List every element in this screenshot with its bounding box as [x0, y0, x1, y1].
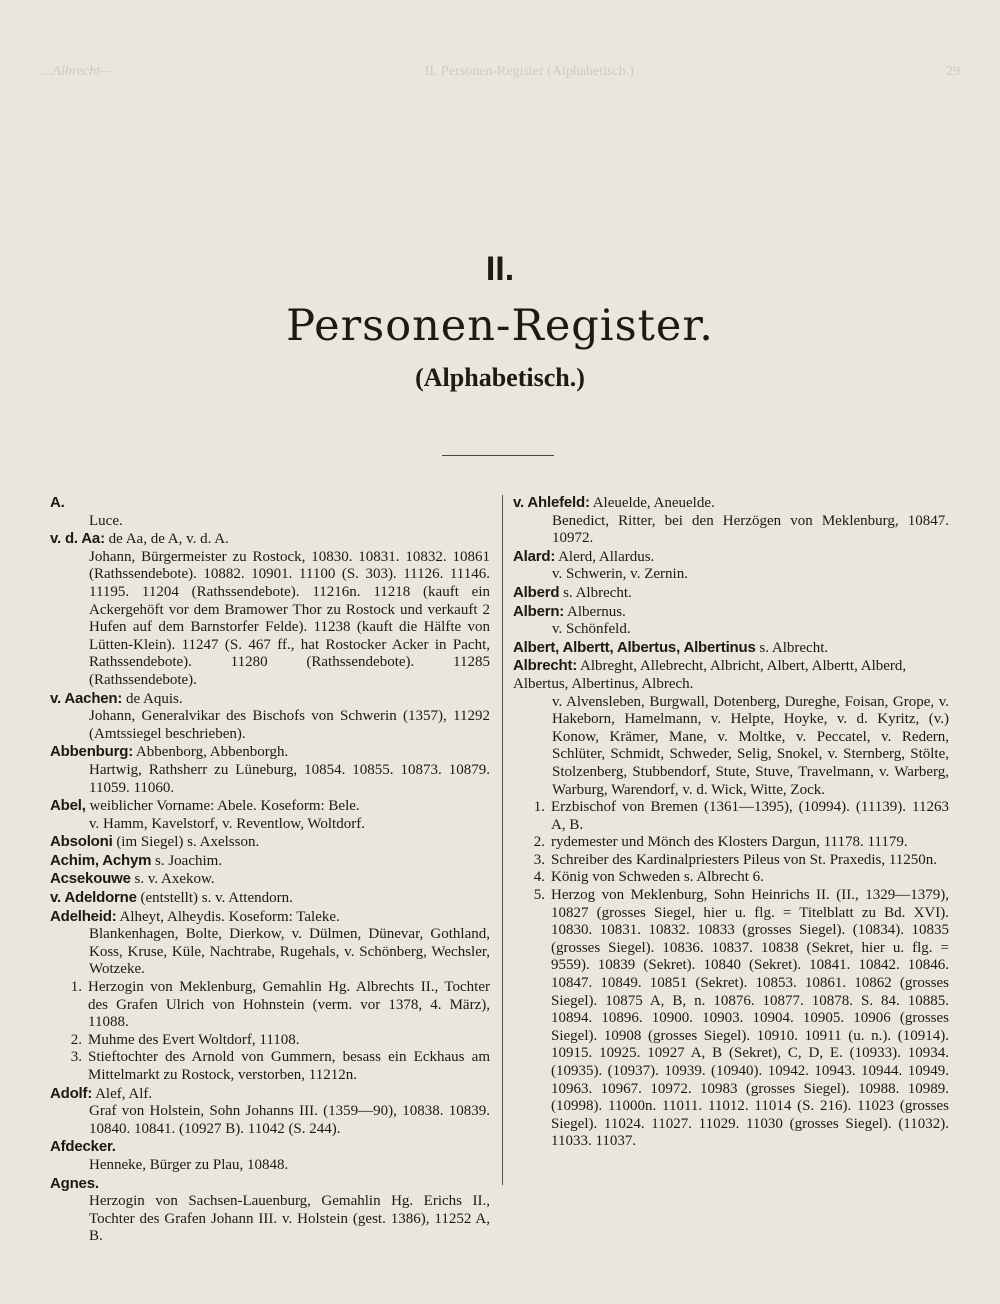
subentry-number: 3. — [533, 851, 545, 868]
numbered-subentry — [50, 1032, 490, 1050]
register-entry — [513, 603, 949, 639]
entry-head: Agnes. — [50, 1174, 99, 1192]
entry-headline — [50, 908, 490, 927]
entry-head: Alard: — [513, 547, 556, 565]
numbered-subentry — [50, 979, 490, 1032]
register-entry — [513, 548, 949, 584]
entry-subline: Johann, Bürgermeister zu Rostock, 10830. 10831. 10832. 10861 (Rathssendebote). 10882. 10901. 11100 (S. 303). 11126. 11146. 11195. 11204 (Rathssendebote). 11216n. 11218 (kauft ein Ackergehöft vor dem Bramower Thor zu Rostock und verkauft 2 Hufen auf dem Barnstorfer Felde). 11238 (kauft die Hälfte von Lütten-Klein). 11247 (S. 467 ff., hat Rostocker Acker in Pacht, Rathssendebote). 11280 (Rathssendebote). 11285 (Rathssendebote). — [89, 548, 490, 688]
entry-head: A. — [50, 494, 65, 511]
register-entry — [513, 584, 949, 603]
entry-variants: de Aquis. — [125, 690, 183, 707]
entry-head: Adolf: — [50, 1084, 93, 1102]
subentry-text: Erzbischof von Bremen (1361—1395), (10994). (11139). 11263 A, B. — [551, 799, 949, 833]
entry-headline — [513, 494, 949, 513]
entry-headline — [50, 530, 490, 549]
entry-subline: Graf von Holstein, Sohn Johanns III. (1359—90), 10838. 10839. 10840. 10841. (10927 B). 11042 (S. 244). — [89, 1103, 490, 1137]
numbered-subentry — [513, 887, 949, 1151]
entry-head: Abbenburg: — [50, 743, 133, 761]
register-entry — [50, 1085, 490, 1139]
register-entry — [513, 639, 949, 658]
page-title: Personen-Register. — [286, 301, 714, 351]
entry-head: v. d. Aa: — [50, 530, 105, 548]
register-entry — [50, 797, 490, 833]
register-entry — [50, 1138, 490, 1174]
subentry-text: Muhme des Evert Woltdorf, 11108. — [88, 1031, 300, 1048]
entry-subline: Johann, Generalvikar des Bischofs von Schwerin (1357), 11292 (Amtssiegel beschrieben). — [89, 708, 490, 742]
subentry-text: Herzog von Meklenburg, Sohn Heinrichs II. (II., 1329—1379), 10827 (grosses Siegel, hier u. flg. = Titelblatt zu Bd. XVI). 10830. 10831. 10832. 10833 (grosses Siegel). (10834). 10835 (grosses Siegel). 10836. 10837. 10838 (Sekret, hier u. flg. = 9559). 10839 (Sekret). 10840 (Sekret). 10841. 10842. 10846. 10847. 10849. 10851 (Sekret). 10853. 10861. 10862 (grosses Siegel). 10875 A, B, n. 10876. 10877. 10878. S. 84. 10885. 10894. 10896. 10900. 10903. 10904. 10905. 10906 (grosses Siegel). 10908 (grosses Siegel). 10910. 10911 (u. n.). (10914). 10915. 10925. 10927 A, B (Sekret), C, D, E. (10933). 10934. (10935). (10937). 10939. (10940). 10942. 10943. 10944. 10949. 10963. 10967. 10972. 10983 (grosses Siegel). 10988. 10989. (10998). 11000n. 11011. 11012. 11014 (S. 216). 11023 (grosses Siegel). 11024. 11027. 11029. 11030 (grosses Siegel). (11032). 11033. 11037. — [551, 887, 949, 1150]
entry-head: Achim, Achym — [50, 851, 152, 869]
numbered-subentry — [513, 799, 949, 834]
subentry-number: 1. — [533, 799, 545, 816]
subentry-number: 1. — [70, 979, 82, 996]
entry-head: v. Aachen: — [50, 689, 123, 707]
subentry-number: 4. — [533, 869, 545, 886]
subentry-number: 2. — [70, 1031, 82, 1048]
entry-head: Acsekouwe — [50, 870, 131, 888]
subentry-text: Herzogin von Meklenburg, Gemahlin Hg. Albrechts II., Tochter des Grafen Ulrich von Hohnstein (verm. vor 1378, 4. März), 11088. — [88, 979, 490, 1031]
entry-head: Alberd — [513, 583, 560, 601]
entry-subline: Herzogin von Sachsen-Lauenburg, Gemahlin Hg. Erichs II., Tochter des Grafen Johann III. v. Holstein (gest. 1386), 11252 A, B. — [89, 1193, 490, 1245]
subentry-number: 3. — [70, 1049, 82, 1066]
entry-subline: v. Hamm, Kavelstorf, v. Reventlow, Woltdorf. — [89, 815, 365, 832]
entry-variants: s. Albrecht. — [759, 639, 829, 656]
page-subtitle: (Alphabetisch.) — [415, 363, 585, 392]
bleed-through-header — [40, 64, 960, 80]
register-entry — [513, 494, 949, 548]
entry-headline — [513, 603, 949, 622]
entry-variants: s. Joachim. — [155, 852, 223, 869]
entry-headline — [50, 690, 490, 709]
entry-headline — [513, 584, 949, 603]
entry-subline: v. Schönfeld. — [552, 621, 631, 638]
subentry-text: König von Schweden s. Albrecht 6. — [551, 869, 764, 886]
numbered-subentry — [513, 834, 949, 852]
register-entry — [50, 852, 490, 871]
entry-head: Albern: — [513, 602, 565, 620]
entry-variants: s. Albrecht. — [563, 584, 632, 601]
section-numeral: II. — [485, 250, 515, 288]
entry-variants: de Aa, de A, v. d. A. — [108, 531, 229, 548]
register-entry — [50, 833, 490, 852]
numbered-subentry — [50, 1049, 490, 1084]
section-heading — [0, 250, 1000, 393]
register-entry — [50, 690, 490, 744]
entry-headline — [50, 833, 490, 852]
entry-variants: Albreght, Allebrecht, Albricht, Albert, Albertt, Alberd, Albertus, Albertinus, Albrech. — [513, 658, 907, 692]
entry-head: v. Adeldorne — [50, 889, 137, 907]
entry-headline — [50, 1175, 490, 1194]
entry-variants: s. v. Axekow. — [134, 871, 215, 888]
entry-variants: Alheyt, Alheydis. Koseform: Taleke. — [119, 908, 340, 925]
register-entry — [50, 530, 490, 689]
entry-variants: (entstellt) s. v. Attendorn. — [140, 890, 293, 907]
entry-variants: Alef, Alf. — [95, 1085, 153, 1102]
subentry-number: 5. — [533, 887, 545, 904]
entry-head: Abel, — [50, 797, 86, 815]
entry-headline — [50, 743, 490, 762]
entry-variants: (im Siegel) s. Axelsson. — [116, 834, 260, 851]
entry-headline — [50, 1085, 490, 1104]
entry-subline: Blankenhagen, Bolte, Dierkow, v. Dülmen, Dünevar, Gothland, Koss, Kruse, Küle, Nachtrabe, Rugehals, v. Schönberg, Wechsler, Wotzeke. — [89, 926, 490, 978]
entry-head: Albrecht: — [513, 657, 578, 675]
entry-headline — [513, 639, 949, 658]
entry-head: Absoloni — [50, 833, 113, 851]
register-entry — [50, 743, 490, 797]
entry-headline — [50, 852, 490, 871]
subentry-text: Stieftochter des Arnold von Gummern, besass ein Eckhaus am Mittelmarkt zu Rostock, verstorben, 11212n. — [88, 1049, 490, 1083]
ghost-header-center: II. Personen-Register (Alphabetisch.) — [424, 64, 634, 79]
entry-variants: Alerd, Allardus. — [558, 548, 655, 565]
column-rule — [502, 495, 503, 1185]
register-entry — [50, 494, 490, 530]
entry-subline: v. Alvensleben, Burgwall, Dotenberg, Dureghe, Foisan, Grope, v. Hakeborn, Hamelmann, v. Helpte, Hoyke, v. d. Kyritz, (v.) Konow, Krämer, Mane, v. Moltke, v. Peccatel, v. Redern, Schlüter, Schmidt, Schweder, Selig, Snokel, v. Sternberg, Stölte, Stolzenberg, Stubbendorf, Stute, Stuve, Travelmann, v. Warberg, Warburg, Warendorf, v. d. Wick, Witte, Zock. — [552, 693, 949, 798]
entry-headline — [50, 889, 490, 908]
entry-subline: Benedict, Ritter, bei den Herzögen von Meklenburg, 10847. 10972. — [552, 512, 949, 547]
entry-head: Adelheid: — [50, 907, 117, 925]
subentry-number: 2. — [533, 834, 545, 851]
subentry-text: rydemester und Mönch des Klosters Dargun, 11178. 11179. — [551, 834, 908, 851]
subentry-text: Schreiber des Kardinalpriesters Pileus von St. Praxedis, 11250n. — [551, 851, 938, 868]
entry-head: Afdecker. — [50, 1138, 116, 1156]
entry-headline — [50, 1138, 490, 1157]
right-column — [513, 494, 949, 1151]
heading-divider — [442, 455, 554, 456]
register-entry — [50, 870, 490, 889]
register-entry — [50, 908, 490, 1085]
entry-subline: Henneke, Bürger zu Plau, 10848. — [89, 1156, 289, 1173]
numbered-subentry — [513, 869, 949, 887]
entry-variants: Abbenborg, Abbenborgh. — [135, 744, 289, 761]
entry-headline — [513, 657, 949, 693]
entry-subline: Luce. — [89, 512, 123, 529]
entry-subline: v. Schwerin, v. Zernin. — [552, 566, 688, 583]
entry-headline — [513, 548, 949, 567]
register-entry — [50, 889, 490, 908]
left-column — [50, 494, 490, 1246]
entry-headline — [50, 494, 490, 513]
entry-head: Albert, Albertt, Albertus, Albertinus — [513, 638, 756, 656]
register-entry — [513, 657, 949, 1151]
entry-headline — [50, 797, 490, 816]
ghost-header-right: 29 — [945, 64, 960, 79]
entry-variants: Aleuelde, Aneuelde. — [592, 495, 715, 511]
ghost-header-left: …Albrecht— — [40, 64, 113, 79]
entry-variants: weiblicher Vorname: Abele. Koseform: Bele. — [89, 798, 360, 815]
numbered-subentry — [513, 852, 949, 870]
entry-variants: Albernus. — [567, 603, 626, 620]
entry-headline — [50, 870, 490, 889]
entry-head: v. Ahlefeld: — [513, 494, 590, 511]
register-entry — [50, 1175, 490, 1246]
entry-subline: Hartwig, Rathsherr zu Lüneburg, 10854. 10855. 10873. 10879. 11059. 11060. — [89, 761, 490, 796]
